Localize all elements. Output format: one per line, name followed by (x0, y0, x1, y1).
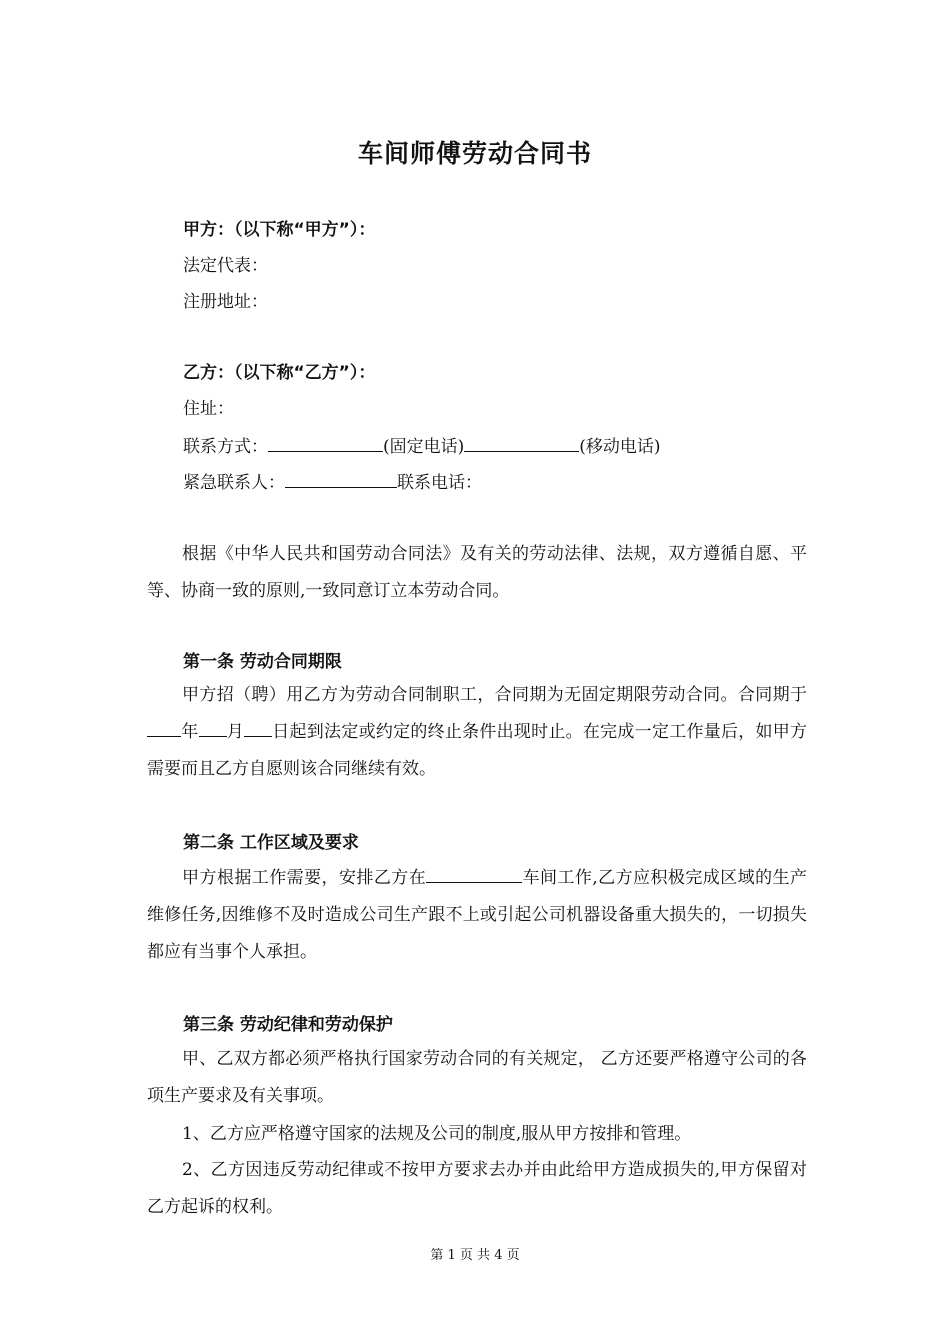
party-a-reg-address: 注册地址： (183, 292, 268, 312)
party-b-emergency-line (183, 470, 482, 494)
year-label: 年 (181, 722, 199, 742)
emergency-contact-label: 紧急联系人： (183, 473, 285, 493)
article3-item2: 2、乙方因违反劳动纪律或不按甲方要求去办并由此给甲方造成损失的,甲方保留对乙方起诉的权利。 (147, 1160, 807, 1217)
article3-item1: 1、乙方应严格遵守国家的法规及公司的制度,服从甲方按排和管理。 (182, 1124, 692, 1144)
party-b-heading: 乙方：（以下称“乙方”）： (183, 363, 376, 383)
year-blank (147, 719, 181, 737)
party-b-address: 住址： (183, 399, 234, 419)
article2-paragraph (147, 860, 807, 971)
article3-intro: 甲、乙双方都必须严格执行国家劳动合同的有关规定， 乙方还要严格遵守公司的各项生产要求及有关事项。 (147, 1049, 807, 1106)
month-label: 月 (226, 722, 245, 742)
party-b-contact-line (183, 434, 661, 458)
page-number-footer: 第 1 页 共 4 页 (430, 1248, 520, 1263)
article1-paragraph (147, 677, 807, 788)
preamble-paragraph: 根据《中华人民共和国劳动合同法》及有关的劳动法律、法规，双方遵循自愿、平等、协商一致的原则,一致同意订立本劳动合同。 (147, 544, 807, 601)
month-blank (199, 719, 227, 737)
emergency-contact-blank (285, 470, 397, 488)
fixed-phone-blank (268, 434, 383, 452)
party-a-heading: 甲方：（以下称“甲方”）： (183, 220, 376, 240)
article2-heading: 第二条 工作区域及要求 (183, 833, 359, 853)
article3-heading: 第三条 劳动纪律和劳动保护 (183, 1015, 393, 1035)
article2-text2: 车间工作,乙方应积极完成区域的生产维修任务,因维修不及时造成公司生产跟不上或引起公司机器设备重大损失的，一切损失都应有当事个人承担。 (147, 868, 807, 962)
party-a-legal-rep: 法定代表： (183, 256, 268, 276)
article1-heading: 第一条 劳动合同期限 (183, 652, 342, 672)
day-blank (244, 719, 272, 737)
article1-text2: 日起到法定或约定的终止条件出现时止。在完成一定工作量后，如甲方需要而且乙方自愿则该合同继续有效。 (147, 722, 808, 779)
contact-label: 联系方式： (183, 437, 268, 457)
workshop-blank (426, 865, 522, 883)
emergency-phone-label: 联系电话： (397, 473, 482, 493)
article2-text1: 甲方根据工作需要，安排乙方在 (182, 868, 427, 888)
fixed-phone-label: (固定电话) (383, 437, 465, 457)
mobile-phone-blank (464, 434, 579, 452)
page-title: 车间师傅劳动合同书 (357, 139, 592, 168)
article1-text1: 甲方招（聘）用乙方为劳动合同制职工，合同期为无固定期限劳动合同。合同期于 (182, 685, 807, 705)
mobile-phone-label: (移动电话) (579, 437, 661, 457)
